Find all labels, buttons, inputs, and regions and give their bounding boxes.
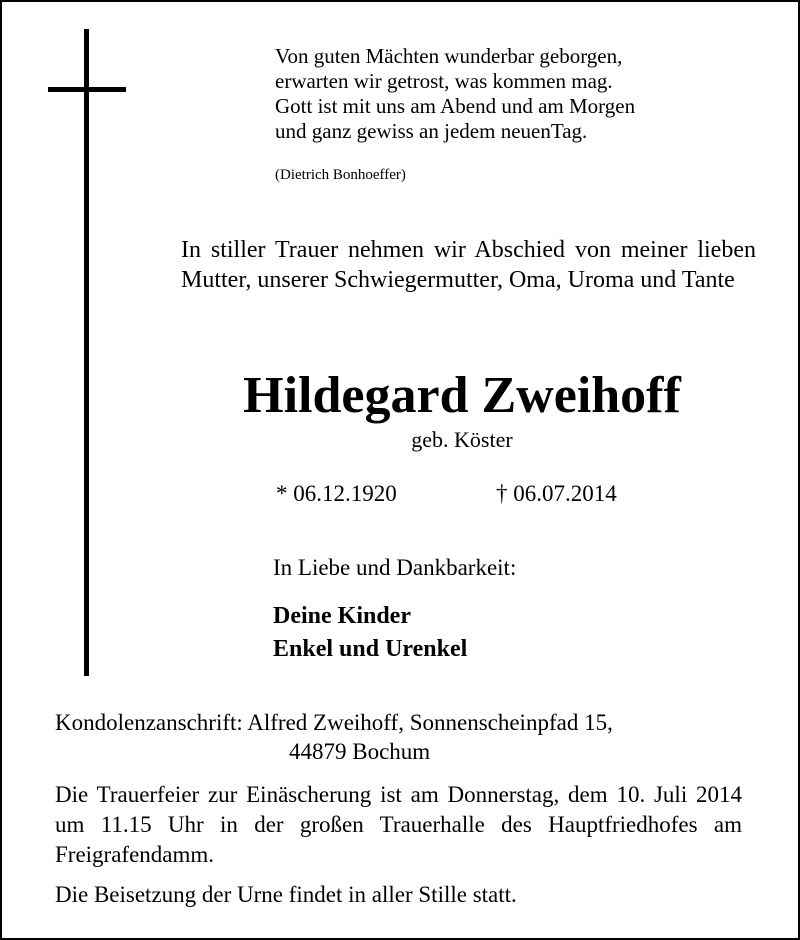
intro-text: In stiller Trauer nehmen wir Abschied von meiner lieben Mutter, unserer Schwiegermutter, Oma, Uroma und Tante [181, 237, 756, 293]
bonhoeffer-quote [275, 44, 635, 144]
death-date: † 06.07.2014 [496, 481, 617, 506]
condolence-address [55, 708, 613, 766]
quote-line: Von guten Mächten wunderbar geborgen, [275, 44, 623, 68]
quote-line: Gott ist mit uns am Abend und am Morgen [275, 94, 636, 118]
signers [273, 600, 467, 666]
signer-grandchildren: Enkel und Urenkel [273, 636, 468, 662]
burial-info: Die Beisetzung der Urne findet in aller Stille statt. [55, 882, 517, 907]
cross-icon [84, 29, 89, 676]
cross-icon-bar [48, 87, 126, 92]
thanks-line: In Liebe und Dankbarkeit: [273, 555, 517, 580]
birth-date: * 06.12.1920 [276, 481, 397, 506]
deceased-name: Hildegard Zweihoff [243, 367, 681, 424]
quote-line: und ganz gewiss an jedem neuenTag. [275, 119, 588, 143]
condolence-address-line2: 44879 Bochum [289, 739, 431, 764]
signer-children: Deine Kinder [273, 603, 411, 629]
condolence-address-line1: Kondolenzanschrift: Alfred Zweihoff, Sonnenscheinpfad 15, [55, 710, 613, 735]
quote-author: (Dietrich Bonhoeffer) [275, 167, 406, 183]
ceremony-info: Die Trauerfeier zur Einäscherung ist am Donnerstag, dem 10. Juli 2014 um 11.15 Uhr in der großen Trauerhalle des Hauptfriedhofes am Freigrafendamm. [55, 782, 742, 867]
quote-line: erwarten wir getrost, was kommen mag. [275, 69, 613, 93]
maiden-name: geb. Köster [411, 427, 513, 452]
